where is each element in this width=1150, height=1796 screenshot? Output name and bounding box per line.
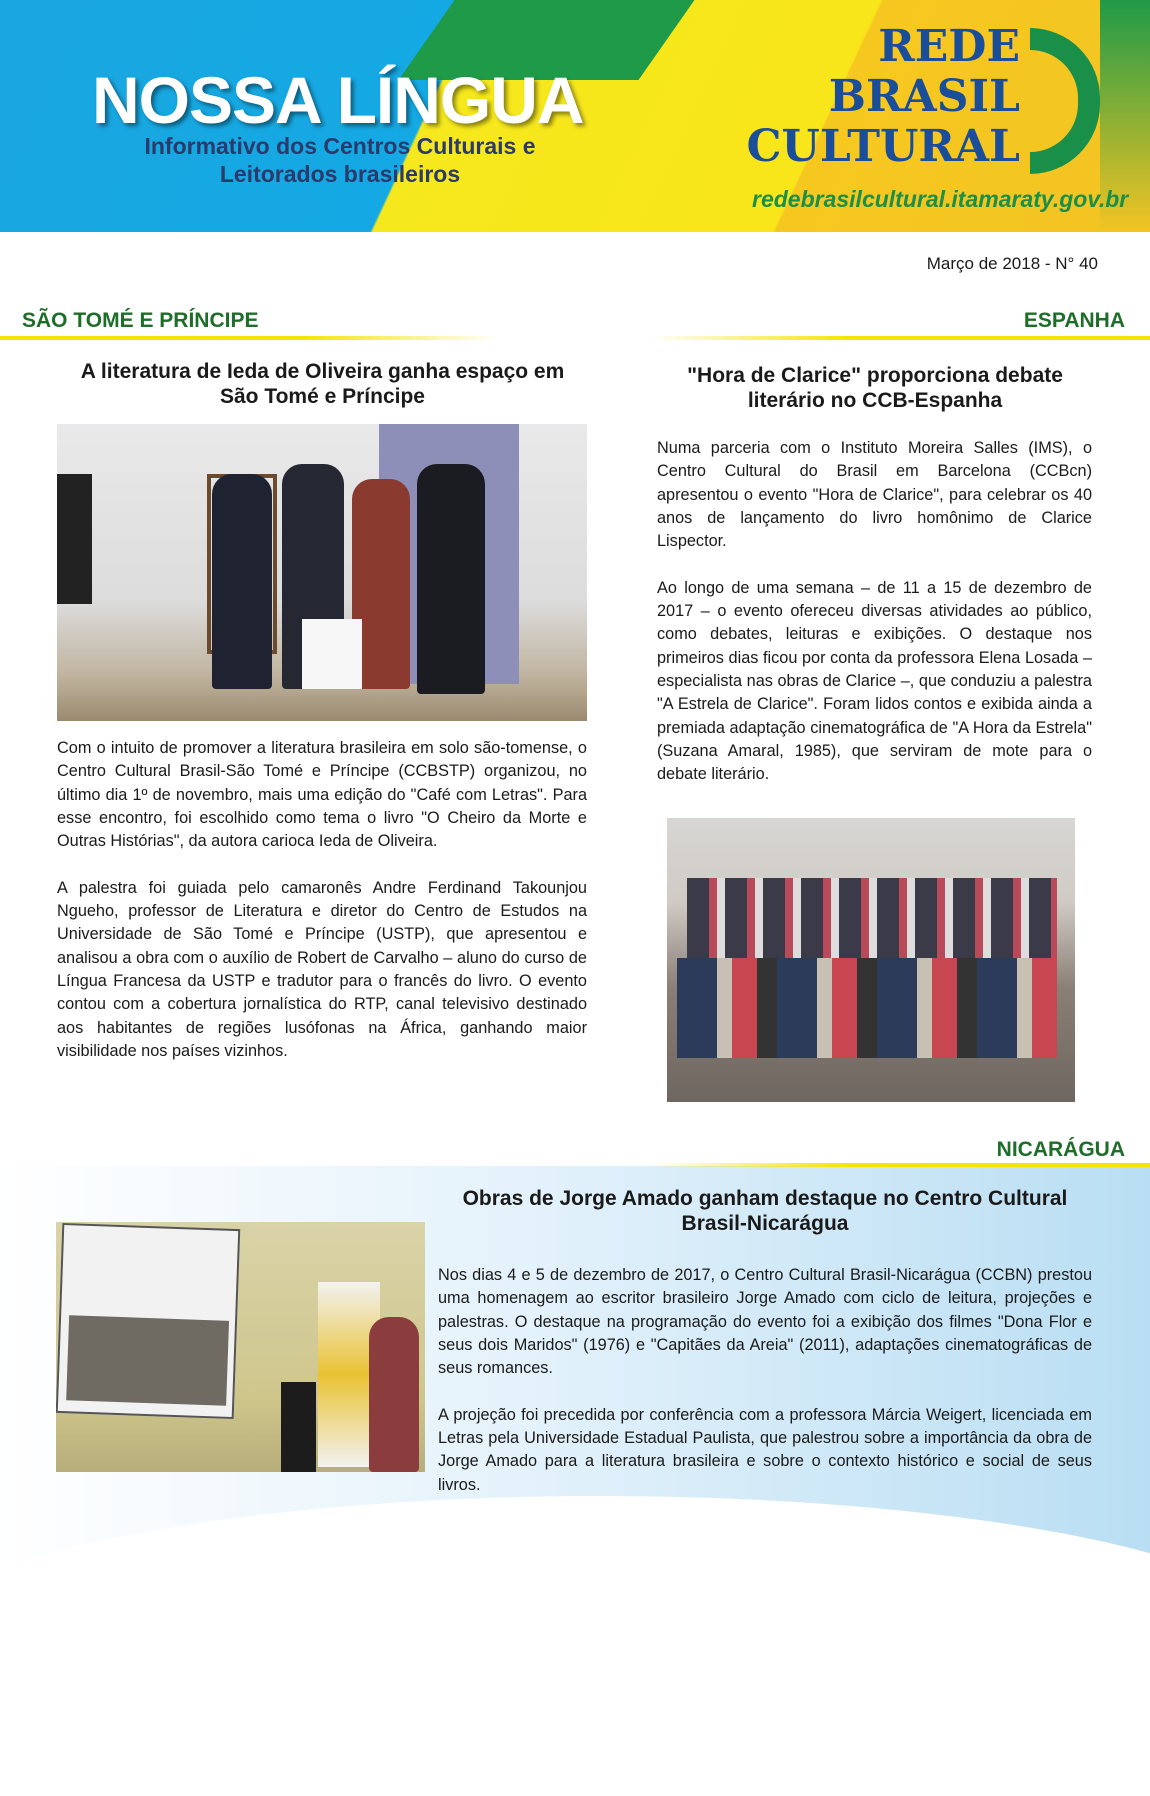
- rede-brasil-cultural-logo: [747, 22, 1021, 172]
- paragraph: A palestra foi guiada pelo camaronês Andre Ferdinand Takounjou Ngueho, professor de Literatura e diretor do Centro de Estudos na Universidade de São Tomé e Príncipe (USTP), que apresentou e analisou a obra com o auxílio de Robert de Carvalho – aluno do curso de Língua Francesa da USTP e tradutor para o francês do livro. O evento contou com a cobertura jornalística do RTP, canal televisivo destinado aos habitantes de regiões lusófonas na África, ganhando maior visibilidade nos países vizinhos.: [57, 878, 587, 1060]
- newsletter-title: NOSSA LÍNGUA: [92, 63, 584, 137]
- article-body-sao-tome: [57, 737, 587, 1086]
- section-label-espanha: ESPANHA: [1023, 309, 1125, 332]
- section-divider: [0, 336, 500, 340]
- projected-photo: [66, 1315, 229, 1406]
- seated-people: [677, 958, 1057, 1058]
- projection-screen: [56, 1223, 240, 1419]
- article-title: "Hora de Clarice" proporciona debate literário no CCB-Espanha: [687, 364, 1063, 412]
- header-banner: [0, 0, 1150, 232]
- section-divider: [650, 336, 1150, 340]
- article-title: Obras de Jorge Amado ganham destaque no Centro Cultural Brasil-Nicarágua: [462, 1187, 1068, 1235]
- brand-url[interactable]: redebrasilcultural.itamaraty.gov.br: [752, 186, 1129, 212]
- tv-screen: [57, 474, 92, 604]
- brand-line-2: BRASIL: [828, 71, 1020, 122]
- brand-line-1: REDE: [878, 21, 1020, 72]
- article-body-nicaragua: [438, 1264, 1092, 1520]
- presenter: [369, 1317, 419, 1472]
- paragraph: Com o intuito de promover a literatura brasileira em solo são-tomense, o Centro Cultural Brasil-São Tomé e Príncipe (CCBSTP) organizou, no último dia 1º de novembro, mais uma edição do "Café com Letras". Para esse encontro, foi escolhido como tema o livro "O Cheiro da Morte e Outras Histórias", da autora carioca Ieda de Oliveira.: [57, 739, 587, 851]
- paragraph: Nos dias 4 e 5 de dezembro de 2017, o Centro Cultural Brasil-Nicarágua (CCBN) prestou uma homenagem ao escritor brasileiro Jorge Amado com ciclo de leitura, projeções e palestras. O destaque na programação do evento foi a exibição dos filmes "Dona Flor e seus dois Maridos" (1976) e "Capitães da Areia" (2011), adaptações cinematográficas de seus romances.: [438, 1266, 1092, 1378]
- section-divider: [650, 1163, 1150, 1167]
- article-title: A literatura de Ieda de Oliveira ganha espaço em São Tomé e Príncipe: [80, 360, 565, 408]
- paragraph: Ao longo de uma semana – de 11 a 15 de dezembro de 2017 – o evento ofereceu diversas atividades ao público, como debates, leituras e exibições. O destaque nos primeiros dias ficou por conta da professora Elena Losada – especialista nas obras de Clarice –, que conduziu a palestra "A Estrela de Clarice". Foram lidos contos e exibida ainda a premiada adaptação cinematográfica de "A Hora da Estrela" (Suzana Amaral, 1985), que serviram de mote para o debate literário.: [657, 578, 1092, 784]
- newsletter-subtitle: [100, 132, 580, 188]
- book-display: [302, 619, 362, 689]
- person-4: [417, 464, 485, 694]
- article-body-espanha: [657, 437, 1092, 810]
- section-label-sao-tome: SÃO TOMÉ E PRÍNCIPE: [22, 309, 259, 332]
- paragraph: A projeção foi precedida por conferência com a professora Márcia Weigert, licenciada em Letras pela Universidade Estadual Paulista, que palestrou sobre a importância da obra de Jorge Amado para a literatura brasileira e sobre o contexto histórico e social de seus livros.: [438, 1405, 1092, 1494]
- paragraph: Numa parceria com o Instituto Moreira Salles (IMS), o Centro Cultural do Brasil em Barcelona (CCBcn) apresentou o evento "Hora de Clarice", para celebrar os 40 anos de lançamento do livro homônimo de Clarice Lispector.: [657, 439, 1092, 551]
- subtitle-line-2: Leitorados brasileiros: [219, 161, 461, 187]
- photo-hora-de-clarice: [667, 818, 1075, 1102]
- photo-cafe-com-letras: [57, 424, 587, 721]
- section-label-nicaragua: NICARÁGUA: [996, 1138, 1125, 1161]
- issue-date: Março de 2018 - N° 40: [926, 254, 1098, 273]
- group-people: [687, 878, 1057, 958]
- subtitle-line-1: Informativo dos Centros Culturais e: [144, 133, 536, 159]
- logo-b-icon: [1030, 28, 1100, 174]
- brand-line-3: CULTURAL: [746, 121, 1020, 172]
- speaker: [281, 1382, 316, 1472]
- photo-jorge-amado-event: [56, 1222, 425, 1472]
- person-1: [212, 474, 272, 689]
